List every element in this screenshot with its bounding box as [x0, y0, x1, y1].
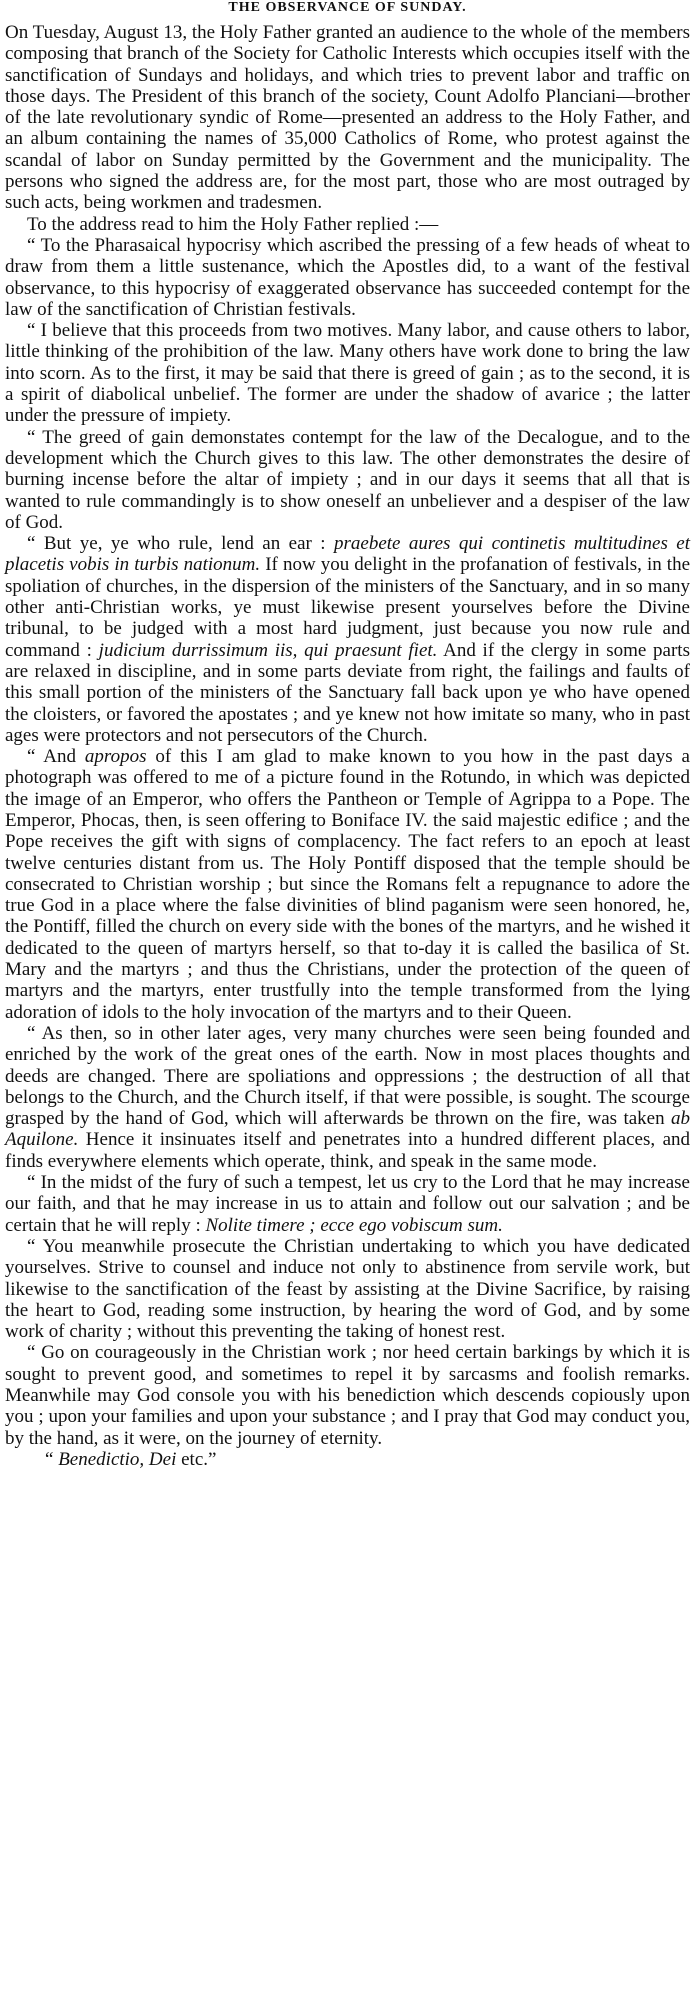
paragraph-tempest	[5, 1172, 690, 1236]
paragraph-ye-who-rule	[5, 533, 690, 746]
paragraph-benediction	[5, 1449, 690, 1470]
paragraph-later-ages	[5, 1023, 690, 1172]
latin-quote: praebete aures qui continetis multitudines et placetis vobis in turbis nationum.	[5, 533, 690, 576]
paragraph-pharisaical: “ To the Pharasaical hypocrisy which ascribed the pressing of a few heads of wheat to draw from them a little sustenance, which the Apostles did, to a want of the festival observance, to this hypocrisy of exaggerated observance has succeeded contempt for the law of the sanctification of Christian festivals.	[5, 234, 690, 320]
italic-word: apropos	[84, 746, 147, 768]
paragraph-two-motives: “ I believe that this proceeds from two motives. Many labor, and cause others to labor, little thinking of the prohibition of the law. Many others have work done to bring the law into scorn. As to the first, it may be said that there is greed of gain ; as to the second, it is a spirit of diabolical unbelief. The former are under the shadow of avarice ; the latter under the pressure of impiety.	[5, 320, 690, 427]
paragraph-apropos	[5, 746, 690, 1023]
paragraph-go-on: “ Go on courageously in the Christian work ; nor heed certain barkings by which it is sought to prevent good, and sometimes to repel it by sarcasms and foolish remarks. Meanwhile may God console you with his benediction which descends copiously upon you ; upon your families and upon your substance ; and I pray that God may conduct you, by the hand, as it were, on the journey of eternity.	[5, 1342, 690, 1449]
text-segment: “ But ye, ye who rule, lend an ear :	[27, 533, 326, 555]
latin-quote: Nolite timere ; ecce ego vobiscum sum.	[205, 1214, 503, 1236]
text-segment: “ As then, so in other later ages, very many churches were seen being founded and enriched by the work of the great ones of the earth. Now in most places thoughts and deeds are changed. There are spoliations and oppressions ; the destruction of all that belongs to the Church, and the Church itself, if that were possible, is sought. The scourge grasped by the hand of God, which will afterwards be thrown on the fire, was taken	[5, 1022, 690, 1130]
text-segment: etc.”	[181, 1448, 217, 1470]
text-segment: If now you delight in the profanation of festivals, in the spoliation of churches, in the dispersion of the ministers of the Sanctuary, and in so many other anti-Christian works, ye must likewise present yourselves before the Divine tribunal, to be judged with a most hard judgment, just because you now rule and command :	[5, 554, 691, 661]
paragraph-prosecute: “ You meanwhile prosecute the Christian undertaking to which you have dedicated yourselves. Strive to counsel and induce not only to abstinence from servile work, but likewise to the sanctification of the feast by assisting at the Divine Sacrifice, by raising the heart to God, reading some instruction, by hearing the word of God, and by some work of charity ; without this preventing the taking of honest rest.	[5, 1235, 690, 1343]
latin-quote: judicium durrissimum iis, qui praesunt fiet.	[98, 639, 438, 661]
text-segment: “ In the midst of the fury of such a tempest, let us cry to the Lord that he may increase our faith, and that he may increase in us to attain and follow out our salvation ; and be certain that he will reply :	[5, 1172, 690, 1236]
text-segment: Hence it insinuates itself and penetrates into a hundred different places, and finds everywhere elements which operate, think, and speak in the same mode.	[5, 1129, 690, 1172]
paragraph-intro: On Tuesday, August 13, the Holy Father granted an audience to the whole of the members composing that branch of the Society for Catholic Interests which occupies itself with the sanctification of Sundays and holidays, and which tries to prevent labor and traffic on those days. The President of this branch of the society, Count Adolfo Planciani—brother of the late revolutionary syndic of Rome—presented an address to the Holy Father, and an album containing the names of 35,000 Catholics of Rome, who protest against the scandal of labor on Sunday permitted by the Government and the municipality. The persons who signed the address are, for the most part, those who are most outraged by such acts, being workmen and tradesmen.	[5, 22, 690, 214]
text-segment: “ And	[27, 746, 77, 768]
text-segment: And if the clergy in some parts are relaxed in discipline, and in some parts deviate from right, the failings and faults of this small portion of the ministers of the Sanctuary fall back upon ye who have opened the cloisters, or favored the apostates ; and ye knew not how imitate so many, who in past ages were protectors and not persecutors of the Church.	[5, 639, 690, 746]
paragraph-reply-intro: To the address read to him the Holy Father replied :—	[27, 213, 439, 235]
text-segment: of this I am glad to make known to you how in the past days a photograph was offered to me of a picture found in the Rotundo, in which was depicted the image of an Emperor, who offers the Pantheon or Temple of Agrippa to a Pope. The Emperor, Phocas, then, is seen offering to Boniface IV. the said majestic edifice ; and the Pope receives the gift with signs of complacency. The fact refers to an epoch at least twelve centuries distant from us. The Holy Pontiff disposed that the temple should be consecrated to Christian worship ; but since the Romans felt a repugnance to adore the true God in a place where the false divinities of blind paganism were seen honored, he, the Pontiff, filled the church on every side with the bones of the martyrs, and he wished it dedicated to the queen of martyrs herself, so that to-day it is called the basilica of St. Mary and the martyrs ; and thus the Christians, under the protection of the queen of martyrs and the martyrs, enter trustfully into the temple transformed from the lying adoration of idols to the holy invocation of the martyrs and to their Queen.	[5, 746, 690, 1023]
quote-mark: “	[45, 1448, 54, 1470]
article-title: THE OBSERVANCE OF SUNDAY.	[228, 0, 467, 15]
paragraph-greed-of-gain: “ The greed of gain demonstates contempt for the law of the Decalogue, and to the development which the Church gives to this law. The other demonstrates the desire of burning incense before the altar of impiety ; and in our days it seems that all that is wanted to rule commandingly is to show oneself an unbeliever and a despiser of the law of God.	[5, 426, 690, 533]
latin-quote: ab Aquilone.	[5, 1108, 691, 1151]
latin-quote: Benedictio, Dei	[58, 1448, 177, 1470]
